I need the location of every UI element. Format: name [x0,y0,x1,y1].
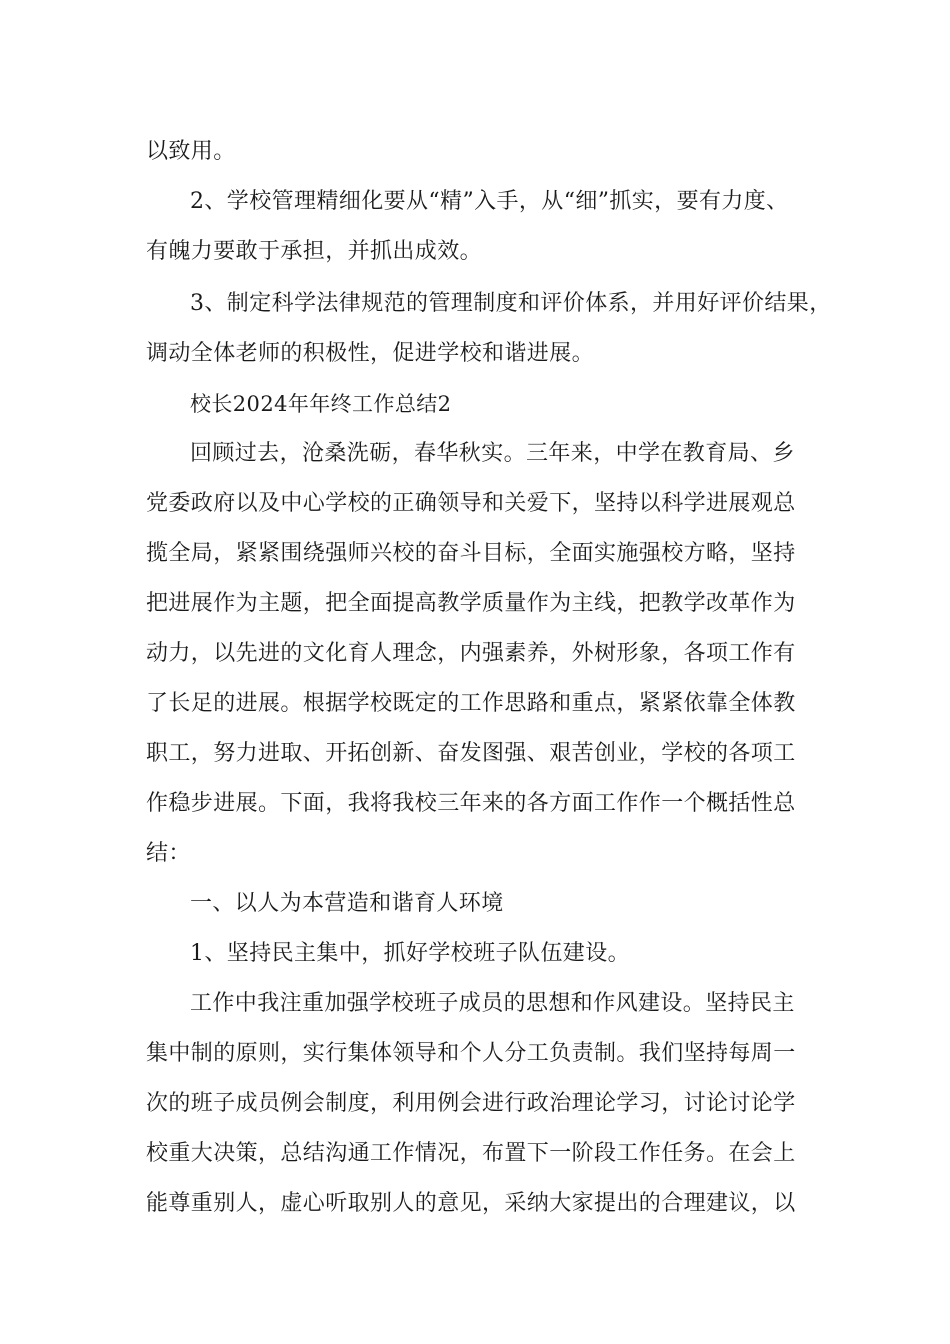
text-line: 党委政府以及中心学校的正确领导和关爱下，坚持以科学进展观总 [146,491,796,516]
text-line: 2、学校管理精细化要从“精”入手，从“细”抓实，要有力度、 [190,189,789,214]
text-line: 工作中我注重加强学校班子成员的思想和作风建设。坚持民主 [190,991,795,1016]
subsection-heading: 1、坚持民主集中，抓好学校班子队伍建设。 [190,941,630,966]
text-line: 把进展作为主题，把全面提高教学质量作为主线，把教学改革作为 [146,591,796,616]
text-line: 作稳步进展。下面，我将我校三年来的各方面工作作一个概括性总 [146,791,796,816]
text-line: 集中制的原则，实行集体领导和个人分工负责制。我们坚持每周一 [146,1041,796,1066]
text-line: 回顾过去，沧桑洗砺，春华秋实。三年来，中学在教育局、乡 [190,441,795,466]
text-line: 职工，努力进取、开拓创新、奋发图强、艰苦创业，学校的各项工 [146,741,796,766]
text-line: 以致用。 [146,139,236,164]
text-line: 了长足的进展。根据学校既定的工作思路和重点，紧紧依靠全体教 [146,691,796,716]
section-heading: 一、以人为本营造和谐育人环境 [190,891,504,916]
text-line: 有魄力要敢于承担，并抓出成效。 [146,239,483,264]
text-line: 揽全局，紧紧围绕强师兴校的奋斗目标，全面实施强校方略，坚持 [146,541,796,566]
text-line: 动力，以先进的文化育人理念，内强素养，外树形象，各项工作有 [146,641,796,666]
text-line: 结： [146,841,191,866]
text-line: 能尊重别人，虚心听取别人的意见，采纳大家提出的合理建议，以 [146,1191,796,1216]
section-heading: 校长2024年年终工作总结2 [190,392,452,416]
text-line: 校重大决策，总结沟通工作情况，布置下一阶段工作任务。在会上 [146,1141,796,1166]
text-line: 次的班子成员例会制度，利用例会进行政治理论学习，讨论讨论学 [146,1091,796,1116]
text-line: 调动全体老师的积极性，促进学校和谐进展。 [146,341,595,366]
text-line: 3、制定科学法律规范的管理制度和评价体系，并用好评价结果， [190,291,832,316]
